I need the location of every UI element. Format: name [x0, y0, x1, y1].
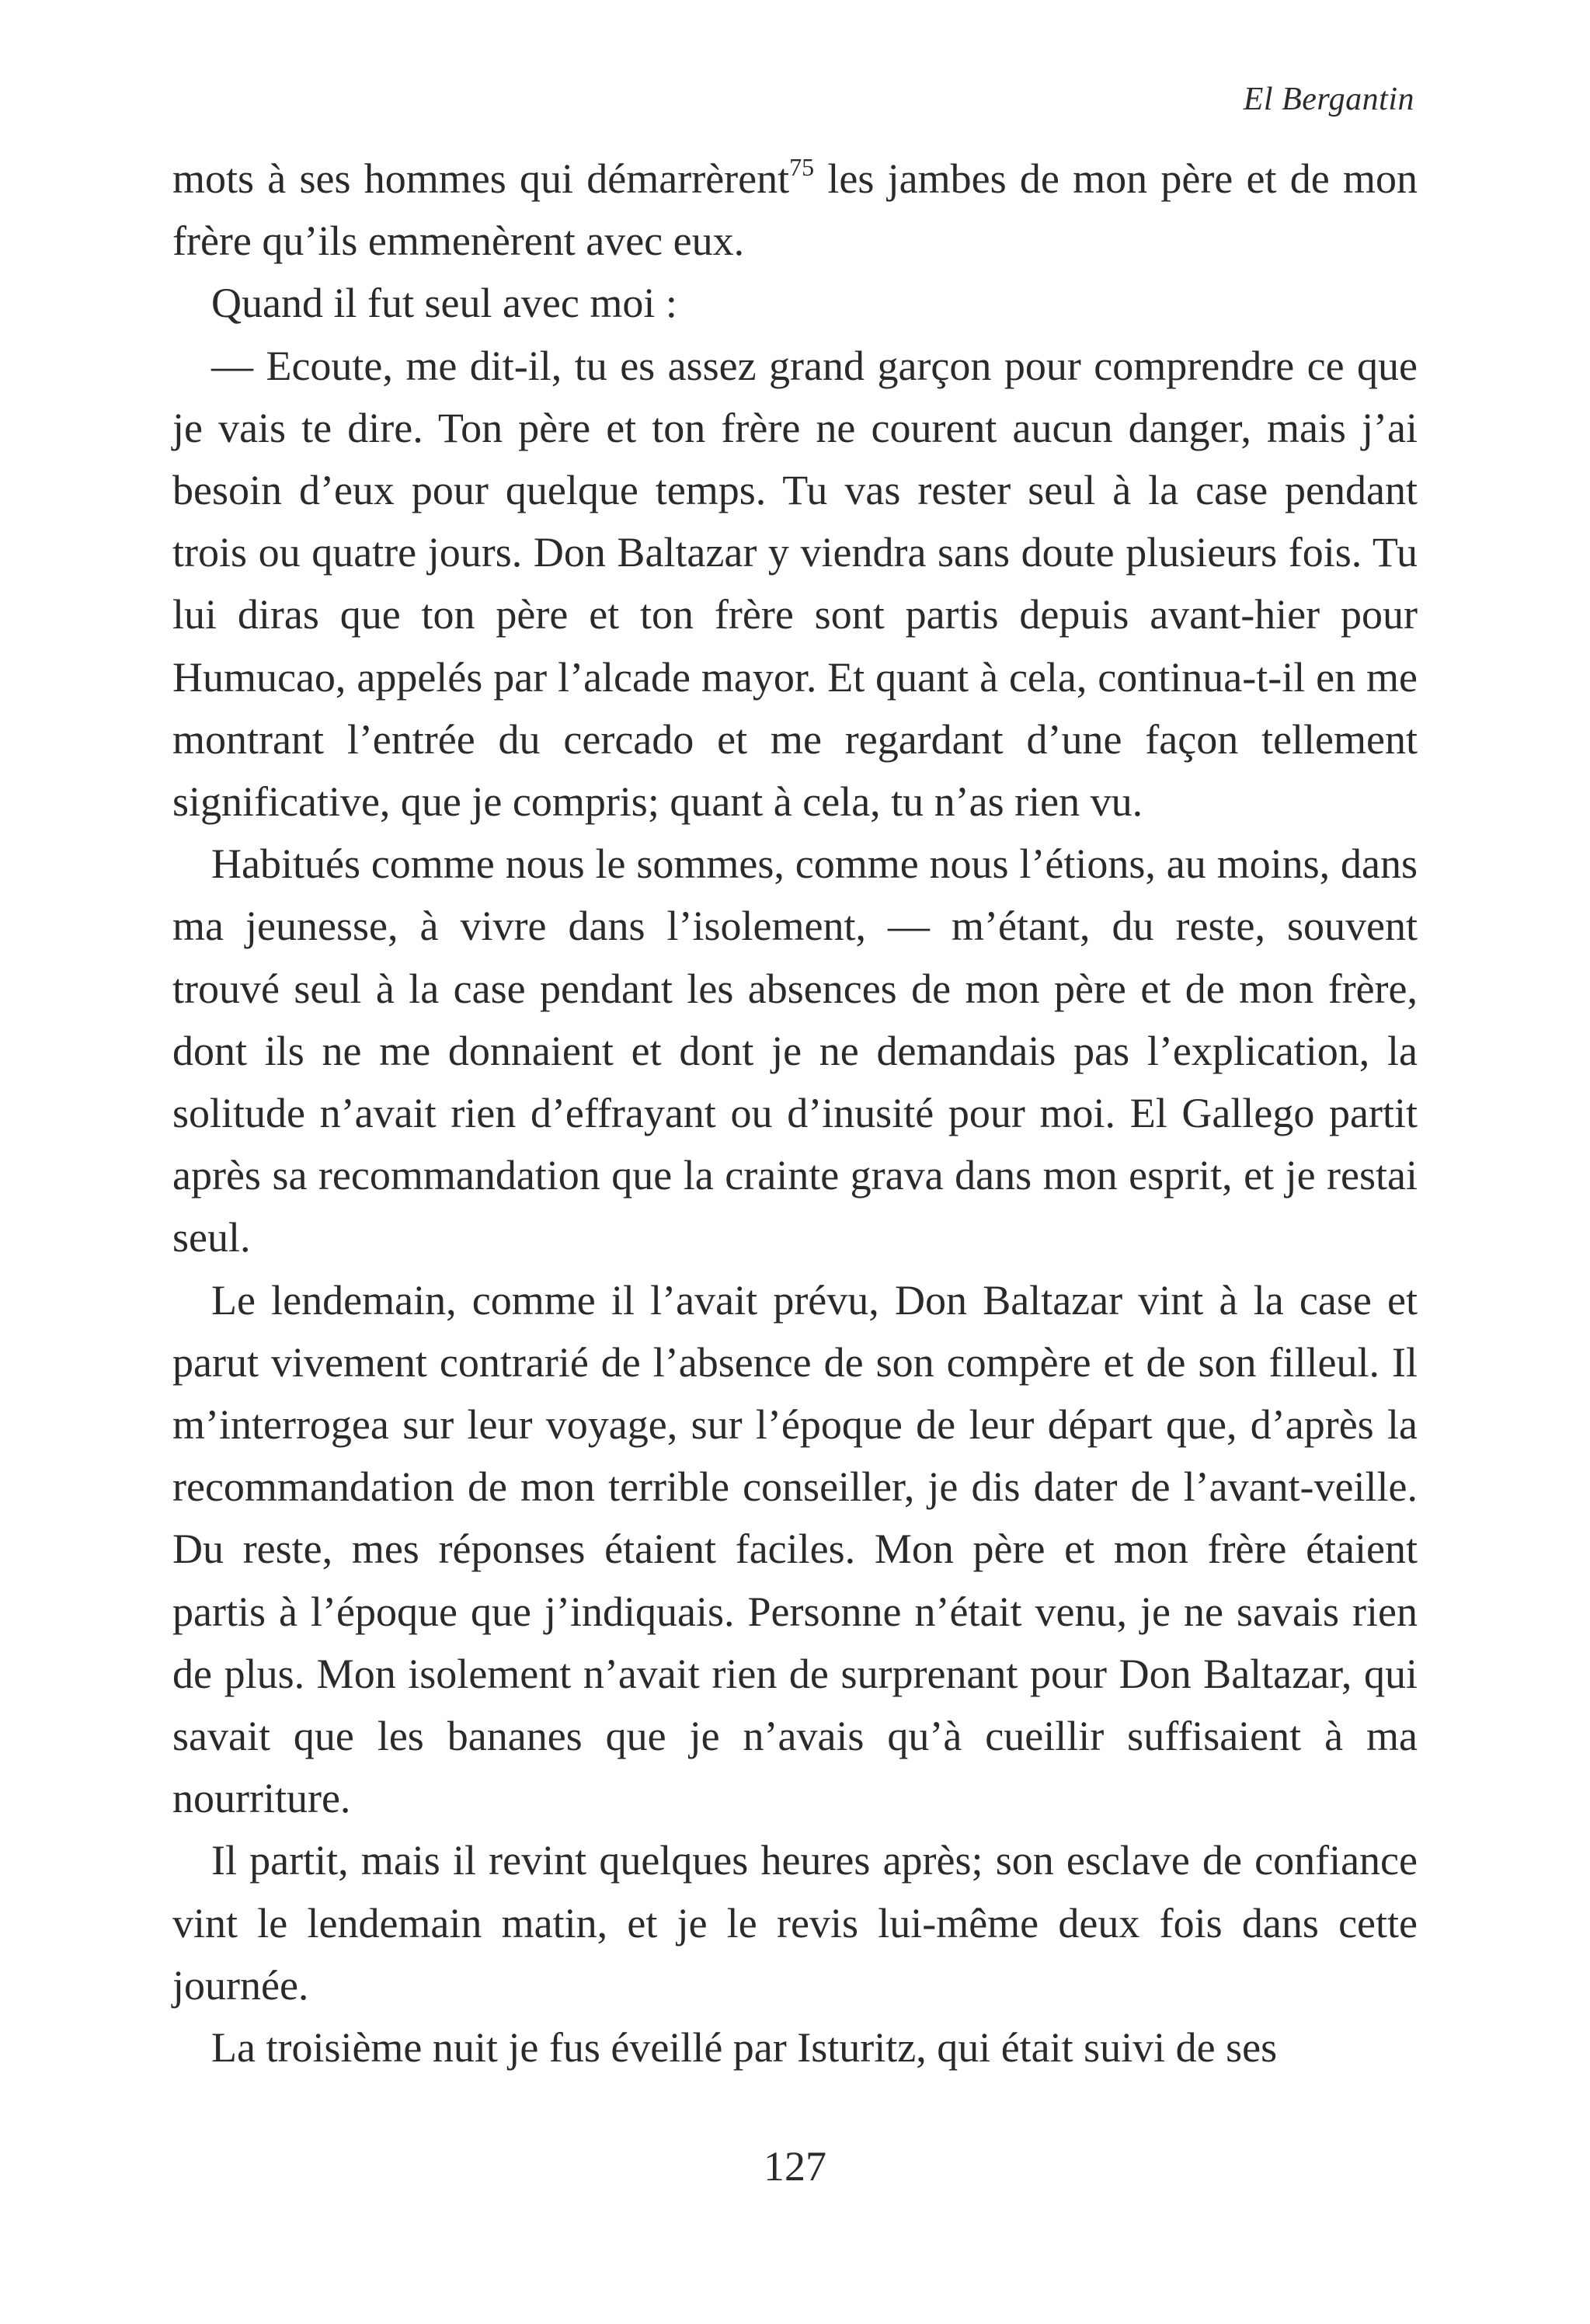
- body-text: [172, 148, 1418, 2079]
- paragraph-6: Il partit, mais il revint quelques heures après; son esclave de confiance vint le lendemain matin, et je le revis lui-même deux fois dans cette journée.: [172, 1837, 1418, 2009]
- paragraph-7: La troisième nuit je fus éveillé par Isturitz, qui était suivi de ses: [211, 2024, 1278, 2072]
- running-header: El Bergantin: [1243, 82, 1414, 117]
- paragraph-1: [172, 148, 1418, 272]
- paragraph-4: Habitués comme nous le sommes, comme nous l’étions, au moins, dans ma jeunesse, à vivre dans l’isolement, — m’étant, du reste, souvent trouvé seul à la case pendant les absences de mon père et de mon frère, dont ils ne me donnaient et dont je ne demandais pas l’explication, la solitude n’avait rien d’effrayant ou d’inusité pour moi. El Gallego partit après sa recommandation que la crainte grava dans mon esprit, et je restai seul.: [172, 840, 1418, 1261]
- paragraph-1-text-end: les jambes de mon père et de mon frère qu’ils emmenèrent avec eux.: [172, 155, 1418, 265]
- paragraph-1-text-start: mots à ses hommes qui démarrèrent: [172, 155, 790, 202]
- paragraph-3: — Ecoute, me dit-il, tu es assez grand garçon pour comprendre ce que je vais te dire. Ton père et ton frère ne courent aucun danger, mais j’ai besoin d’eux pour quelque temps. Tu vas rester seul à la case pendant trois ou quatre jours. Don Baltazar y viendra sans doute plusieurs fois. Tu lui diras que ton père et ton frère sont partis depuis avant-hier pour Humucao, appelés par l’alcade mayor. Et quant à cela, continua-t-il en me montrant l’entrée du cercado et me regardant d’une façon tellement significative, que je compris; quant à cela, tu n’as rien vu.: [172, 342, 1418, 826]
- paragraph-2: Quand il fut seul avec moi :: [211, 280, 677, 327]
- paragraph-5: Le lendemain, comme il l’avait prévu, Don Baltazar vint à la case et parut vivement contrarié de l’absence de son compère et de son filleul. Il m’interrogea sur leur voyage, sur l’époque de leur départ que, d’après la recommandation de mon terrible conseiller, je dis dater de l’avant-veille. Du reste, mes réponses étaient faciles. Mon père et mon frère étaient partis à l’époque que j’indiquais. Personne n’était venu, je ne savais rien de plus. Mon isolement n’avait rien de surprenant pour Don Baltazar, qui savait que les bananes que je n’avais qu’à cueillir suffisaient à ma nourriture.: [172, 1276, 1418, 1822]
- page-number: 127: [764, 2143, 826, 2190]
- footnote-reference[interactable]: 75: [789, 153, 815, 181]
